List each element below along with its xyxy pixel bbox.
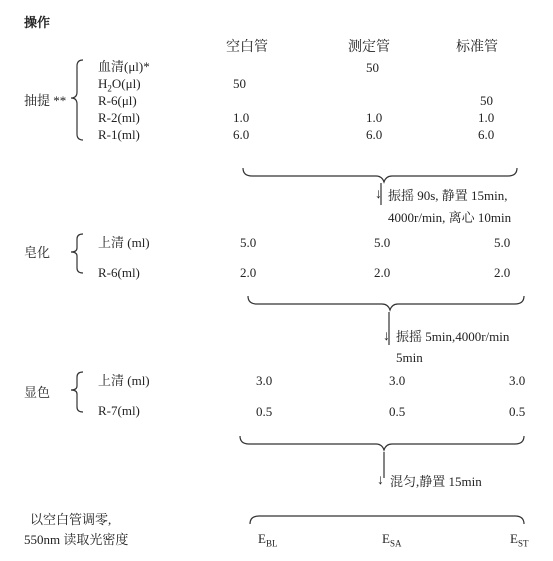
row-color-r7-blank: 0.5 (256, 404, 273, 419)
row-sap-r6-standard: 2.0 (494, 265, 511, 280)
arrow-down-icon: ↓ (375, 187, 382, 202)
row-sap-r6-blank: 2.0 (240, 265, 257, 280)
row-r1-standard: 6.0 (478, 127, 495, 142)
underbrace-color (240, 436, 524, 450)
col-header-standard: 标准管 (456, 40, 498, 55)
arrow-down-icon: ↓ (377, 473, 384, 488)
row-r1-blank: 6.0 (233, 127, 250, 142)
col-header-blank: 空白管 (226, 40, 268, 55)
row-sap-supernatant-test: 5.0 (374, 235, 391, 250)
reading-standard: $E_{ST}$ (510, 531, 529, 549)
reading-test: $E_{SA}$ (382, 531, 402, 549)
overbrace-reading (250, 516, 524, 524)
row-color-supernatant-standard: 3.0 (509, 373, 526, 388)
extraction-note-1: 振摇 90s, 静置 15min, (388, 188, 508, 203)
left-brace-saponification (71, 234, 83, 273)
row-serum-test: 50 (366, 60, 379, 75)
row-sap-supernatant-label: 上清 (ml) (98, 235, 150, 250)
row-color-supernatant-blank: 3.0 (256, 373, 273, 388)
row-serum-label: 血清(μl)* (98, 59, 150, 74)
row-sap-supernatant-standard: 5.0 (494, 235, 511, 250)
saponification-label: 皂化 (24, 245, 51, 260)
row-color-r7-label: R-7(ml) (98, 403, 140, 418)
reading-line-1: 以空白管调零, (30, 512, 112, 527)
underbrace-saponification (248, 296, 524, 310)
row-water-blank: 50 (233, 76, 246, 91)
row-r2-test: 1.0 (366, 110, 383, 125)
row-water-label: $H_2O(\mu l)$ (98, 76, 141, 94)
heading: 操作 (24, 15, 51, 30)
color-note: 混匀,静置 15min (390, 474, 482, 489)
row-r2-blank: 1.0 (233, 110, 250, 125)
left-brace-extraction (71, 60, 83, 140)
row-r1-test: 6.0 (366, 127, 383, 142)
row-color-supernatant-test: 3.0 (389, 373, 406, 388)
row-sap-supernatant-blank: 5.0 (240, 235, 257, 250)
row-r6ul-label: R-6(μl) (98, 93, 137, 108)
saponification-note-2: 5min (396, 350, 423, 365)
color-label: 显色 (24, 385, 51, 400)
col-header-test: 测定管 (348, 40, 390, 55)
row-sap-r6-test: 2.0 (374, 265, 391, 280)
row-r1-label: R-1(ml) (98, 127, 140, 142)
reading-line-2: 550nm 读取光密度 (24, 532, 129, 547)
row-r6ul-standard: 50 (480, 93, 493, 108)
row-r2-label: R-2(ml) (98, 110, 140, 125)
reading-blank: $E_{BL}$ (258, 531, 278, 549)
row-color-r7-standard: 0.5 (509, 404, 526, 419)
saponification-note-1: 振摇 5min,4000r/min (396, 329, 510, 344)
extraction-label: 抽提 ** (24, 93, 67, 108)
left-brace-color (71, 372, 83, 412)
row-color-supernatant-label: 上清 (ml) (98, 373, 150, 388)
row-sap-r6-label: R-6(ml) (98, 265, 140, 280)
arrow-down-icon: ↓ (383, 329, 390, 344)
row-r2-standard: 1.0 (478, 110, 495, 125)
extraction-note-2: 4000r/min, 离心 10min (388, 210, 512, 225)
underbrace-extraction (243, 168, 517, 182)
row-color-r7-test: 0.5 (389, 404, 406, 419)
